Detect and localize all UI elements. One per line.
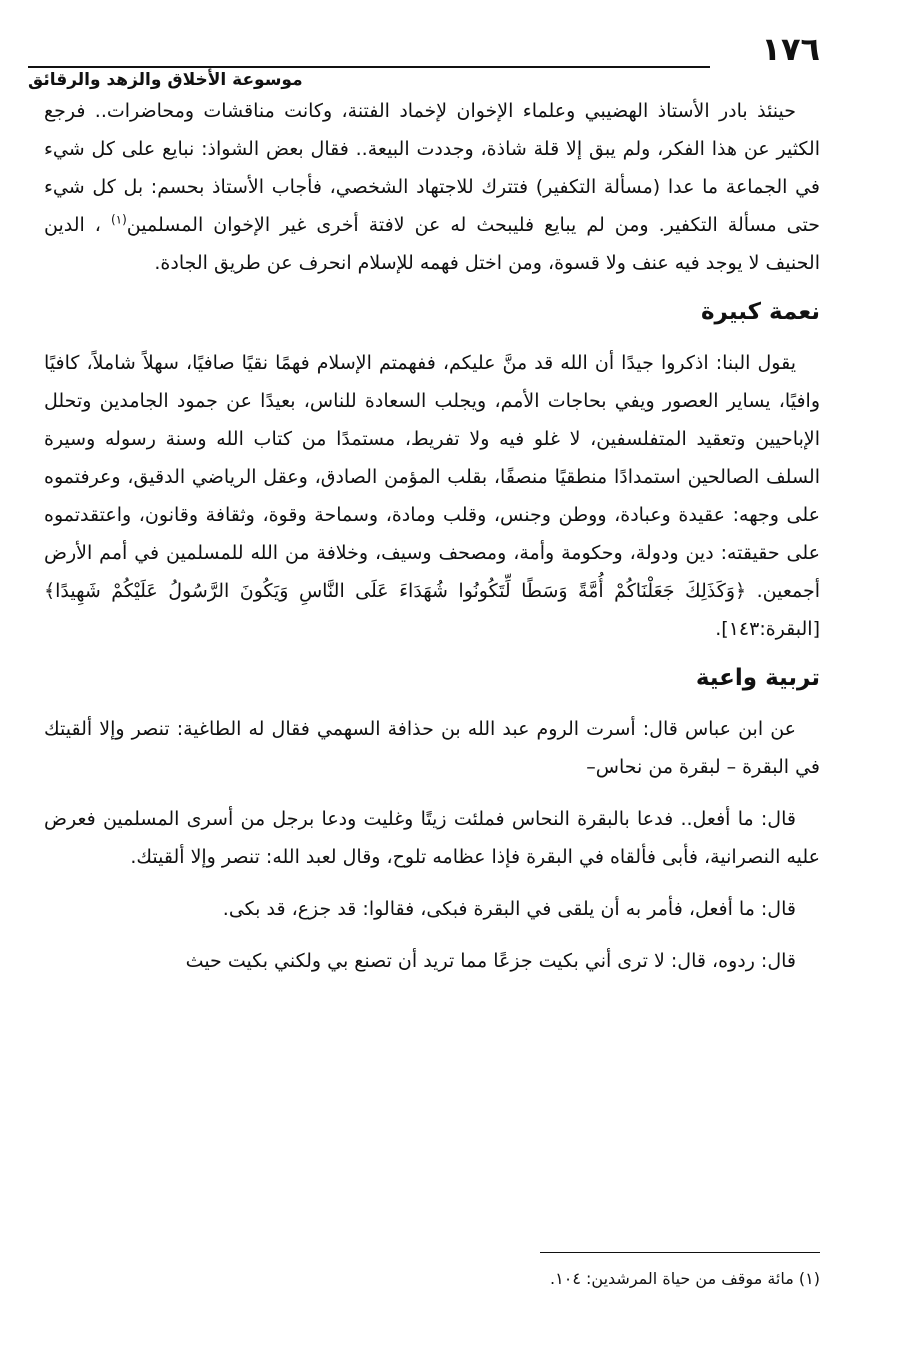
intro-text: حينئذ بادر الأستاذ الهضيبي وعلماء الإخوان لإخماد الفتنة، وكانت مناقشات ومحاضرات.. فرجع الكثير عن هذا الفكر، ولم يبق إلا قلة شاذة، وجددت البيعة.. فقال بعض الشواذ: نبايع على كل شيء في الجماعة ما عدا (مسألة التكفير) فتترك للاجتهاد الشخصي، فأجاب الأستاذ بحسم: بل كل شيء حتى مسألة التكفير. ومن لم يبايع فليبحث له عن لافتة أخرى غير الإخوان المسلمين [44, 100, 820, 236]
intro-text-end: ، الدين الحنيف لا يوجد فيه عنف ولا قسوة، ومن اختل فهمه للإسلام انحرف عن طريق الجادة. [44, 214, 820, 274]
page-body [44, 92, 820, 980]
header-rule [28, 66, 710, 68]
quran-verse: ﴿وَكَذَلِكَ جَعَلْنَاكُمْ أُمَّةً وَسَطًا لِّتَكُونُوا شُهَدَاءَ عَلَى النَّاسِ وَيَكُونَ الرَّسُولُ عَلَيْكُمْ شَهِيدًا﴾ [44, 580, 747, 602]
section1-text: يقول البنا: اذكروا جيدًا أن الله قد منَّ عليكم، ففهمتم الإسلام فهمًا نقيًا صافيًا، سهلاً شاملاً، كافيًا وافيًا، يساير العصور ويفي بحاجات الأمم، ويجلب السعادة للناس، بعيدًا عن جمود الجامدين وتحلل الإباحيين وتعقيد المتفلسفين، لا غلو فيه ولا تفريط، مستمدًا من كتاب الله وسنة رسوله وسيرة السلف الصالحين استمدادًا منطقيًا منصفًا، بقلب المؤمن الصادق، وعقل الرياضي الدقيق، وعرفتموه على وجهه: عقيدة وعبادة، ووطن وجنس، وقلب ومادة، وسماحة وقوة، وثقافة وقانون، واعتقدتموه على حقيقته: دين ودولة، وحكومة وأمة، ومصحف وسيف، وخلافة من الله للمسلمين في أمم الأرض أجمعين. [44, 352, 820, 602]
footnote: (١) مائة موقف من حياة المرشدين: ١٠٤. [550, 1269, 820, 1288]
section2-paragraph-4: قال: ردوه، قال: لا ترى أني بكيت جزعًا مما تريد أن تصنع بي ولكني بكيت حيث [185, 950, 796, 972]
page-number: ١٧٦ [761, 30, 820, 68]
intro-paragraph [44, 92, 820, 282]
footnote-rule [540, 1252, 820, 1253]
section2-paragraph-3: قال: ما أفعل، فأمر به أن يلقى في البقرة فبكى، فقالوا: قد جزع، قد بكى. [222, 898, 796, 920]
section2-paragraph-1: عن ابن عباس قال: أسرت الروم عبد الله بن حذافة السهمي فقال له الطاغية: تنصر وإلا ألقيتك في البقرة – لبقرة من نحاس– [44, 718, 820, 778]
section-heading-conscious-upbringing: تربية واعية [695, 665, 820, 691]
section2-paragraph-2: قال: ما أفعل.. فدعا بالبقرة النحاس فملئت زيتًا وغليت ودعا برجل من أسرى المسلمين فعرض عليه النصرانية، فأبى فألقاه في البقرة فإذا عظامه تلوح، وقال لعبد الله: تنصر وإلا ألقيتك. [44, 808, 820, 868]
running-title: موسوعة الأخلاق والزهد والرقائق [28, 70, 303, 90]
verse-citation: [البقرة:١٤٣]. [715, 618, 820, 640]
section1-paragraph [44, 344, 820, 648]
footnote-marker: (١) [110, 212, 127, 227]
page-header [28, 30, 820, 90]
section-heading-great-blessing: نعمة كبيرة [700, 299, 820, 325]
